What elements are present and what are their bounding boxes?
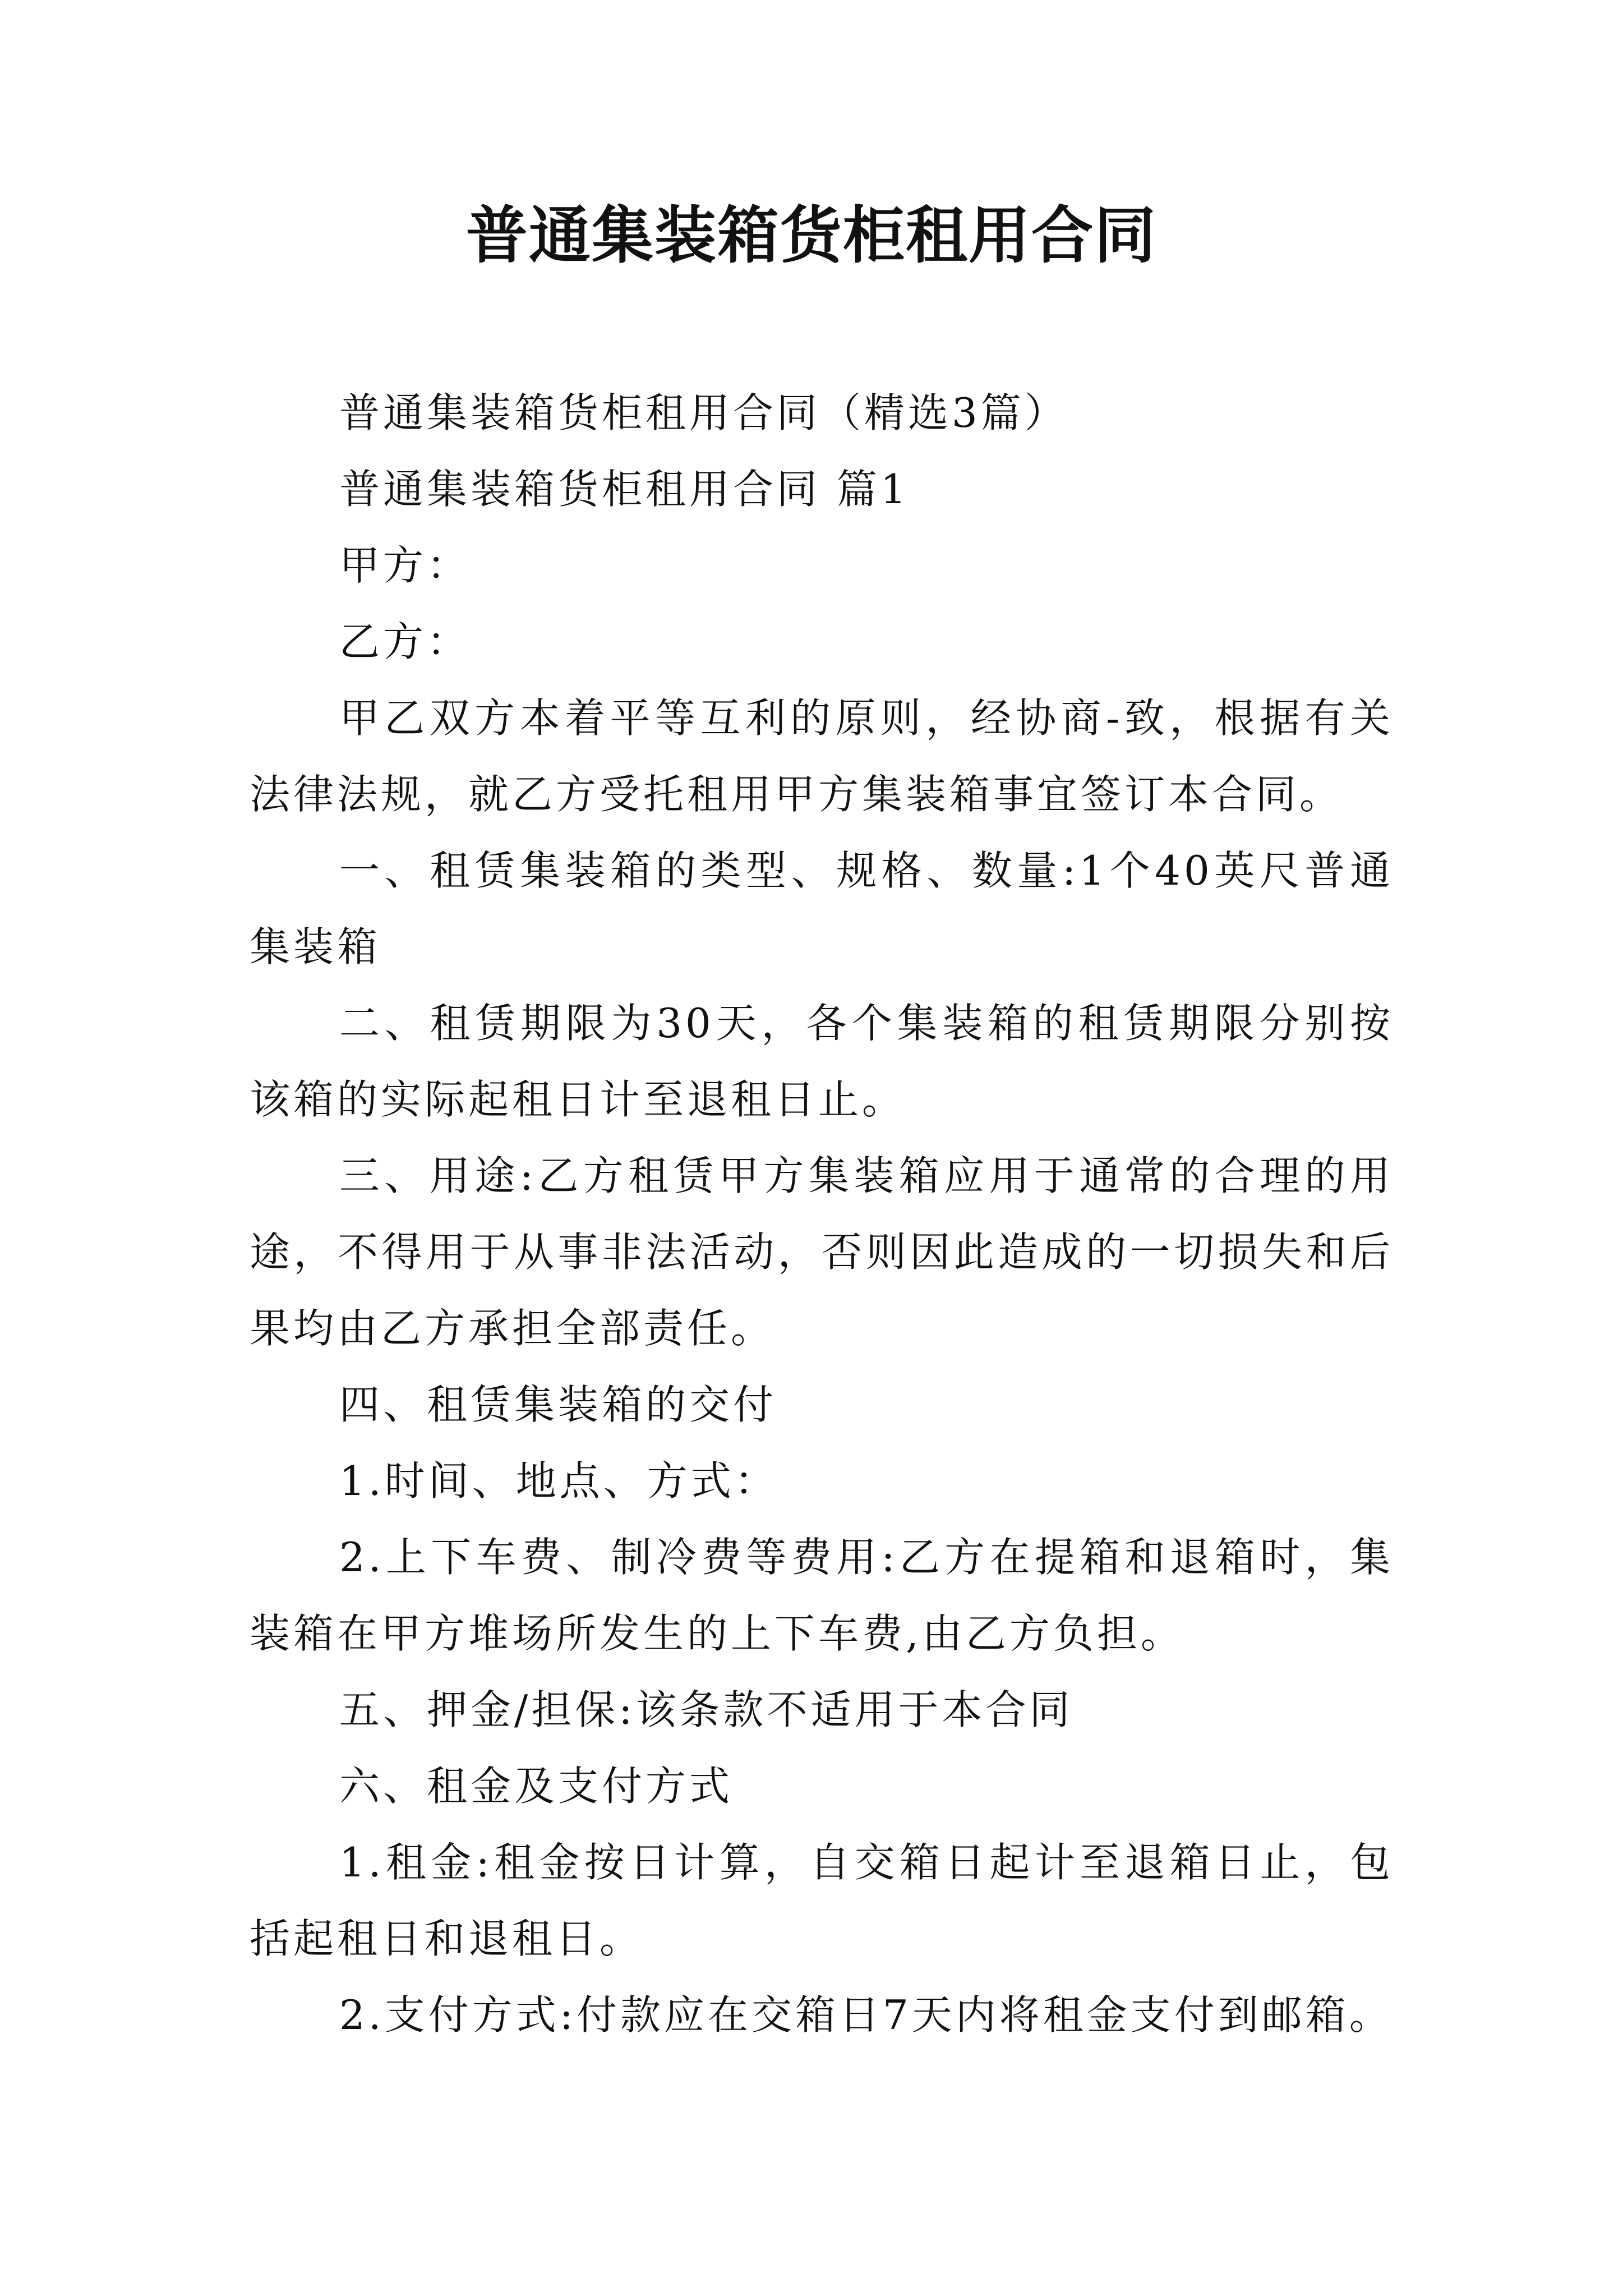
paragraph-preamble: 甲乙双方本着平等互利的原则，经协商-致，根据有关法律法规，就乙方受托租用甲方集装箱事宜签订本合同。 [250, 694, 1394, 818]
paragraph-clause-6-item-2: 2.支付方式:付款应在交箱日7天内将租金支付到邮箱。 [339, 1991, 1393, 2039]
paragraph-clause-4-item-2: 2.上下车费、制冷费等费用:乙方在提箱和退箱时，集装箱在甲方堆场所发生的上下车费,由乙方负担。 [250, 1534, 1394, 1657]
paragraph-clause-6-item-1: 1.租金:租金按日计算，自交箱日起计至退箱日止，包括起租日和退租日。 [250, 1839, 1394, 1962]
document-title: 普通集装箱货柜租用合同 [466, 199, 1157, 272]
paragraph-clause-1: 一、租赁集装箱的类型、规格、数量:1个40英尺普通集装箱 [250, 847, 1394, 970]
paragraph-clause-4: 四、租赁集装箱的交付 [339, 1381, 777, 1428]
paragraph-party-a: 甲方： [339, 542, 471, 589]
paragraph-clause-5: 五、押金/担保:该条款不适用于本合同 [339, 1686, 1073, 1733]
paragraph-clause-3: 三、用途:乙方租赁甲方集装箱应用于通常的合理的用途，不得用于从事非法活动，否则因此造成的一切损失和后果均由乙方承担全部责任。 [250, 1152, 1394, 1352]
paragraph-party-b: 乙方： [339, 618, 471, 665]
paragraph-section-heading: 普通集装箱货柜租用合同 篇1 [339, 466, 910, 513]
paragraph-clause-6: 六、租金及支付方式 [339, 1763, 734, 1810]
document-body [250, 375, 1394, 2053]
paragraph-clause-4-item-1: 1.时间、地点、方式： [339, 1457, 778, 1504]
paragraph-collection-title: 普通集装箱货柜租用合同（精选3篇） [339, 389, 1068, 436]
paragraph-clause-2: 二、租赁期限为30天，各个集装箱的租赁期限分别按该箱的实际起租日计至退租日止。 [250, 1000, 1394, 1123]
